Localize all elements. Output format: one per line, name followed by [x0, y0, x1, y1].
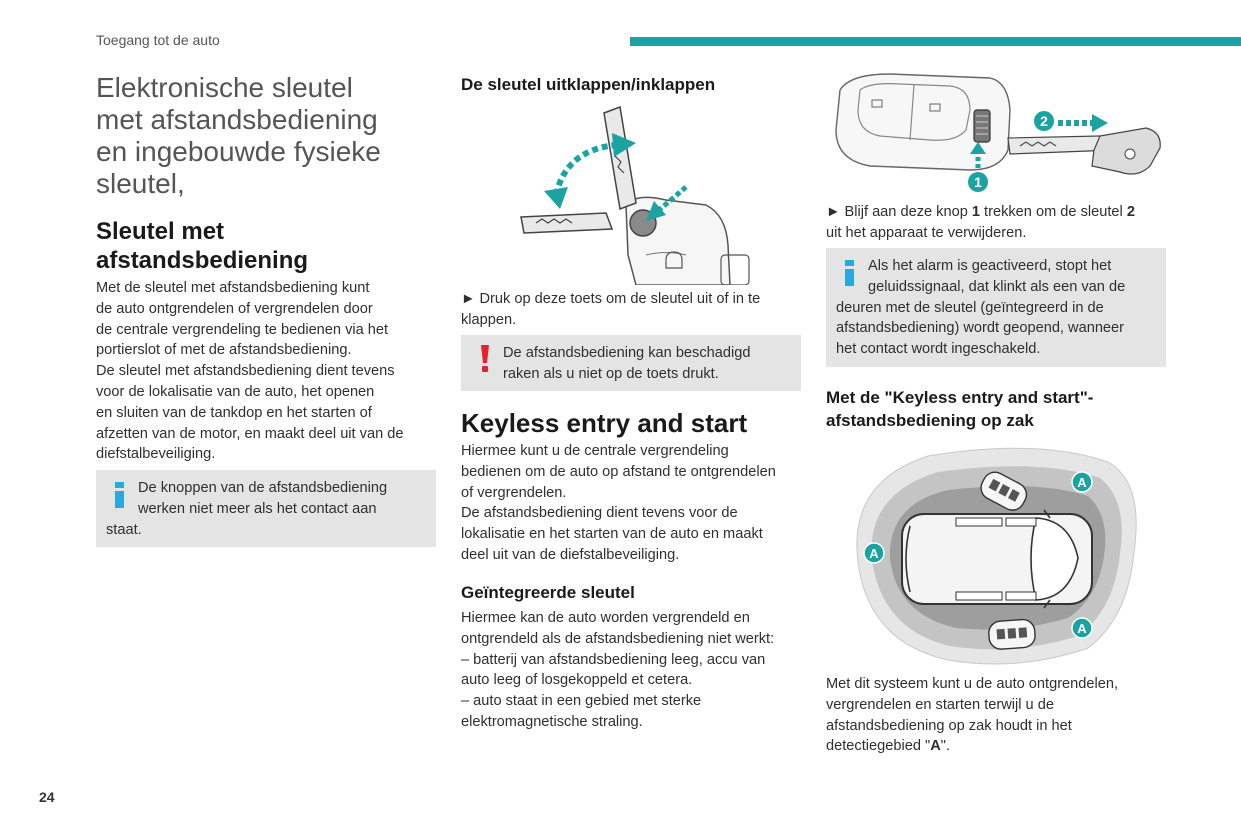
page-title-line: en ingebouwde fysieke — [96, 136, 381, 167]
zone-label-a: A — [869, 546, 879, 561]
key-removal-instruction: ► Blijf aan deze knop 1 trekken om de sleutel 2 uit het apparaat te verwijderen. — [826, 204, 1135, 241]
header-accent-bar — [630, 37, 1241, 46]
integrated-key-title: Geïntegreerde sleutel — [461, 583, 635, 602]
key-fold-illustration — [516, 105, 756, 285]
fold-key-title: De sleutel uitklappen/inklappen — [461, 75, 716, 94]
keyless-paragraph: Hiermee kunt u de centrale vergrendeling bedienen om de auto op afstand te ontgrendelen of vergrendelen. De afstandsbediening dient tevens voor de lokalisatie en het starten van de auto en maakt deel uit van de diefstalbeveiliging. — [461, 443, 776, 563]
warning-note: De afstandsbediening kan beschadigd raken als u niet op de toets drukt. — [461, 335, 801, 391]
integrated-key-paragraph: Hiermee kan de auto worden vergrendeld en ontgrendeld als de afstandsbediening niet werkt: – batterij van afstandsbediening leeg, accu van auto leeg of losgekoppeld et cetera. – auto staat in een gebied met sterke elektromagnetische straling. — [461, 610, 775, 730]
zone-label-a: A — [1077, 621, 1087, 636]
keyless-pocket-paragraph: Met dit systeem kunt u de auto ontgrendelen, vergrendelen en starten terwijl u de afstandsbediening op zak houdt in het detectiegebied "A". — [826, 676, 1119, 755]
info-icon — [114, 482, 125, 508]
section-title-remote-key — [96, 217, 308, 275]
page-title-line: met afstandsbediening — [96, 104, 378, 135]
section-title-line: Sleutel met — [96, 218, 225, 245]
info-note-buttons: De knoppen van de afstandsbediening werken niet meer als het contact aan staat. — [96, 470, 436, 547]
key-removal-illustration — [830, 70, 1170, 195]
remote-key-paragraph: Met de sleutel met afstandsbediening kunt de auto ontgrendelen of vergrendelen door de centrale vergrendeling te bedienen via het portierslot of met de afstandsbediening. De sleutel met afstandsbediening dient tevens voor de lokalisatie van de auto, het openen en sluiten van de tankdop en het starten of afzetten van de motor, en maakt deel uit van de diefstalbeveiliging. — [96, 280, 404, 463]
callout-2: 2 — [1040, 113, 1048, 129]
page-title — [96, 72, 426, 200]
running-header: Toegang tot de auto — [96, 32, 220, 48]
detection-zone-illustration — [838, 442, 1138, 668]
page-title-line: sleutel, — [96, 168, 185, 199]
page-number: 24 — [39, 789, 55, 805]
fold-instruction: ► Druk op deze toets om de sleutel uit of in te klappen. — [461, 291, 761, 328]
info-note-alarm: Als het alarm is geactiveerd, stopt het geluidssignaal, dat klinkt als een van de deuren met de sleutel (geïntegreerd in de afstandsbediening) wordt geopend, wanneer het contact wordt ingeschakeld. — [826, 248, 1166, 367]
info-icon — [844, 260, 855, 286]
zone-label-a: A — [1077, 475, 1087, 490]
page-title-line: Elektronische sleutel — [96, 72, 353, 103]
warning-icon — [479, 345, 490, 373]
section-title-line: afstandsbediening — [96, 247, 309, 274]
keyless-title: Keyless entry and start — [461, 408, 748, 438]
callout-1: 1 — [974, 174, 982, 190]
keyless-pocket-title: Met de "Keyless entry and start"- afstandsbediening op zak — [826, 388, 1094, 430]
